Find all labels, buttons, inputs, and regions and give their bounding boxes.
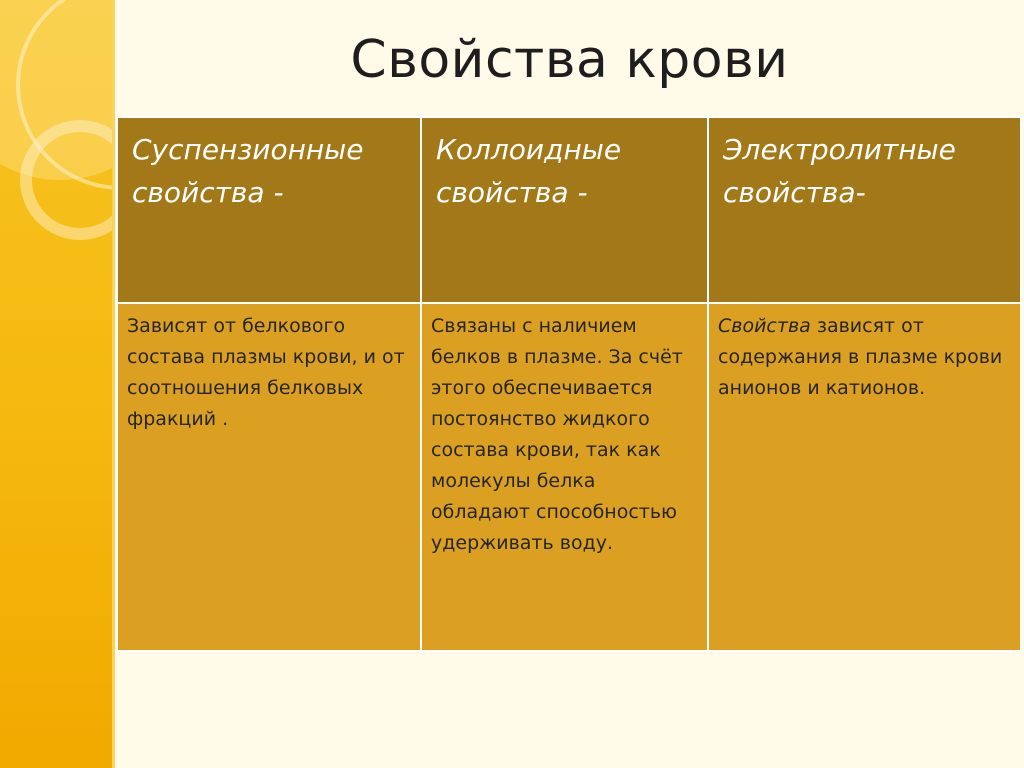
table-header-row <box>117 117 1021 303</box>
cell-electrolyte-italic: Свойства <box>718 315 811 337</box>
header-suspension: Суспензионные свойства - <box>117 117 421 303</box>
side-band-edge <box>112 0 115 768</box>
table-row <box>117 303 1021 651</box>
decorative-side-band <box>0 0 112 768</box>
slide-title: Свойства крови <box>350 30 789 90</box>
cell-colloid: Связаны с наличием белков в плазме. За счёт этого обеспечивается постоянство жидкого состава крови, так как молекулы белка обладают способностью удерживать воду. <box>421 303 708 651</box>
properties-table <box>116 116 1022 652</box>
header-electrolyte: Электролитные свойства- <box>708 117 1021 303</box>
header-colloid: Коллоидные свойства - <box>421 117 708 303</box>
cell-electrolyte-text: зависят от содержания в плазме крови анионов и катионов. <box>718 315 1003 399</box>
cell-suspension: Зависят от белкового состава плазмы крови, и от соотношения белковых фракций . <box>117 303 421 651</box>
cell-electrolyte <box>708 303 1021 651</box>
